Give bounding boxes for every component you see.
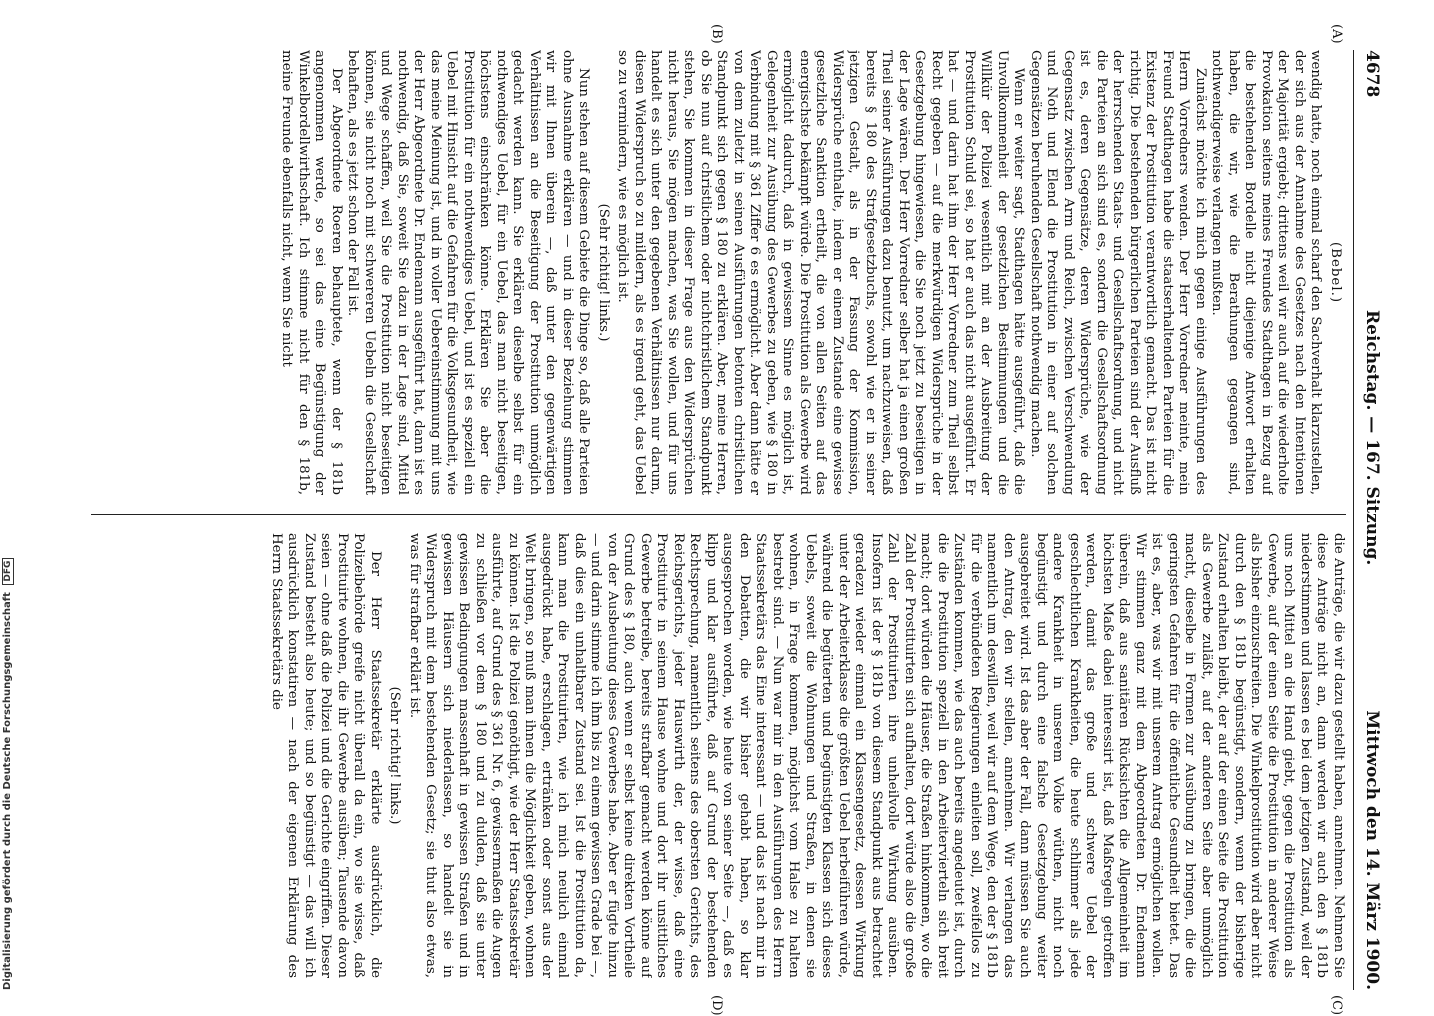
digitization-credit bbox=[0, 0, 16, 1000]
paragraph: wendig hatte, noch einmal scharf den Sachverhalt klarzustellen, der sich aus der Annahme des Gesetzes nach den Intentionen der Majorität ergiebt; drittens weil wir auch auf die wiederholte Provokation seitens meines Freundes Stadthagen in Bezug auf die bestehenden Bordelle nicht diejenige Antwort erhalten haben, die wir, wie die Berathungen gegangen sind, nothwendigerweise verlangen mußten. bbox=[1209, 50, 1324, 495]
interjection: (Sehr richtig! links.) bbox=[387, 686, 403, 825]
dfg-logo: DFG bbox=[2, 558, 14, 585]
paragraph: Wenn er weiter sagt, Stadthagen hätte ausgeführt, daß die Unvollkommenheit der gesetzlichen Bestimmungen und die Willkür der Polizei wesentlich mit an der Ausbreitung der Prostitution Schuld sei, so hat er auch das nicht ausgeführt. Er hat — und darin hat ihm der Herr Vorredner zum Theil selbst Recht gegeben — auf die merkwürdigen Widersprüche in der Gesetzgebung hingewiesen, die Sie noch jetzt zu beseitigen in der Lage wären. Der Herr Vorredner selber hat ja einen großen Theil seiner Ausführungen dazu benutzt, um nachzuweisen, daß bereits § 180 des Strafgesetzbuchs, sowohl wie er in seiner jetzigen Gestalt, als in der Fassung der Kommission, Widersprüche enthalte, indem er einem Zustande eine gewisse gesetzliche Sanktion ertheilt, die von allen Seiten auf das energischste bekämpft würde. Die Prostitution als Gewerbe wird ermöglicht dadurch, daß in gewissem Sinne es möglich ist, Gelegenheit zur Ausübung des Gewerbes zu geben, wie § 180 in Verbindung mit § 361 Ziffer 6 es ermöglicht. Aber dann hätte er von dem zuletzt in seinen Ausführungen betonten christlichen Standpunkt sich gegen § 180 zu erklären. Aber, meine Herren, ob Sie nun auf christlichem oder nichtchristlichem Standpunkt stehen, Sie kommen in dieser Frage aus den Widersprüchen nicht heraus, Sie mögen machen, was Sie wollen, und für uns handelt es sich unter den gegebenen Verhältnissen nur darum, diesen Widerspruch so zu mildern, als es irgend geht, das Uebel so zu vermindern, wie es möglich ist. bbox=[615, 50, 1027, 495]
paragraph: Zunächst möchte ich mich gegen einige Ausführungen des Herrn Vorredners wenden. Der Herr Vorredner meinte, mein Freund Stadthagen habe die staatserhaltenden Parteien für die Existenz der Prostitution verantwortlich gemacht. Das ist nicht richtig. Die bestehenden bürgerlichen Parteien sind der Ausfluß der herrschenden Staats- und Gesellschaftsordnung, und nicht die Parteien an sich sind es, sondern die Gesellschaftsordnung ist es, deren Gegensätze, deren Widersprüche, wie der Gegensatz zwischen Arm und Reich, zwischen Verschwendung und Noth und Elend die Prostitution in einer auf solchen Gegensätzen beruhenden Gesellschaft nothwendig machen. bbox=[1028, 50, 1208, 495]
margin-marker-d: (D) bbox=[709, 995, 724, 1016]
running-title: Reichstag. — 167. Sitzung. bbox=[1362, 310, 1382, 566]
margin-marker-a: (A) bbox=[1329, 24, 1344, 44]
page-number: 4678 bbox=[1362, 50, 1382, 98]
document-page bbox=[74, 24, 1384, 1016]
margin-marker-b: (B) bbox=[709, 24, 724, 44]
column-rule bbox=[91, 514, 1346, 515]
left-column bbox=[86, 50, 1346, 495]
speaker-name: (Bebel.) bbox=[1328, 241, 1343, 304]
paragraph: Nun stehen auf diesem Gebiete die Dinge so, daß alle Parteien ohne Ausnahme erklären — und in dieser Beziehung stimmen wir mit Ihnen überein —, daß unter den gegenwärtigen Verhältnissen an die Beseitigung der Prostitution unmöglich gedacht werden kann. Sie erklären dieselbe selbst für ein nothwendiges Uebel, für ein Uebel, das man nicht beseitigen, höchstens einschränken könne. Erklären Sie aber die Prostitution für ein nothwendiges Uebel, und ist es speziell ein Uebel mit Hinsicht auf die Gefahren für die Volksgesundheit, wie das meine Meinung ist, und in voller Uebereinstimmung mit uns der Herr Abgeordnete Dr. Endemann ausgeführt hat, dann ist es nothwendig, daß Sie, soweit Sie dazu in der Lage sind, Mittel und Wege schaffen, weil Sie die Prostitution nicht beseitigen können, sie nicht noch mit schwereren Uebeln die Gesellschaft behaften, als es jetzt schon der Fall ist. bbox=[345, 50, 592, 495]
session-date: Mittwoch den 14. März 1900. bbox=[1362, 710, 1382, 990]
paragraph: Der Abgeordnete Roeren behauptete, wenn der § 181b angenommen werde, so sei das eine Begünstigung der Winkelbordellwirthschaft. Ich stimme nicht für den § 181b, meine Freunde ebenfalls nicht, wenn Sie nicht bbox=[279, 50, 344, 495]
right-column bbox=[86, 533, 1346, 978]
header-rule bbox=[1353, 50, 1354, 990]
margin-marker-c: (C) bbox=[1329, 995, 1344, 1016]
paragraph: Der Herr Staatssekretär erklärte ausdrücklich, die Polizeibehörde greife nicht überall da ein, wo sie wisse, daß Prostituirte wohnen, die ihr Gewerbe ausüben; Tausende davon seien — ohne daß die Polizei und die Gerichte eingriffen. Dieser Zustand besteht also heute; und so begünstigt — das will ich ausdrücklich konstatiren — nach der eigenen Erklärung des Herrn Staatssekretärs die bbox=[269, 533, 383, 978]
credit-text: Digitalisierung gefördert durch die Deutsche Forschungsgemeinschaft bbox=[2, 592, 13, 990]
page-header bbox=[1356, 50, 1384, 990]
interjection: (Sehr richtig! links.) bbox=[596, 203, 611, 342]
paragraph: die Anträge, die wir dazu gestellt haben, annehmen. Nehmen Sie diese Anträge nicht an, dann werden wir auch den § 181b niederstimmen und lassen es bei dem jetzigen Zustand, weil der uns noch Mittel an die Hand giebt, gegen die Prostitution als Gewerbe, auf der einen Seite die Prostitution in anderer Weise als bisher einzuschreiten. Die Winkelprostitution wird aber nicht durch den § 181b begünstigt, sondern, wenn der bisherige Zustand erhalten bleibt, der auf der einen Seite die Prostitution als Gewerbe zuläßt, auf der anderen Seite aber unmöglich macht, dieselbe in Formen zur Ausübung zu bringen, die die geringsten Gefahren für die öffentliche Gesundheit bietet. Das ist es, aber, was wir mit unserem Antrag ermöglichen wollen. Wir stimmen ganz mit dem Abgeordneten Dr. Endemann überein, daß aus sanitären Rücksichten die Allgemeinheit im höchsten Maße dabei interessirt ist, daß Maßregeln getroffen werden, damit das große und schwere Uebel der geschlechtlichen Krankheiten, die heute schlimmer als jede andere Krankheit in unserem Volke wüthen, nicht noch begünstigt und durch eine falsche Gesetzgebung weiter ausgebreitet wird. Ist das aber der Fall, dann müssen Sie auch den Antrag, den wir stellen, annehmen. Wir verlangen das namentlich um deswillen, weil wir auf dem Wege, den der § 181b für die verbündeten Regierungen einleiten soll, zweifellos zu Zuständen kommen, wie das auch bereits angedeutet ist, durch die die Prostitution speziell in den Arbeitervierteln sich breit macht; dort würden die Häuser, die Straßen hinkommen, wo die Zahl der Prostituirten sich aufhalten, dort würde also die große Zahl der Prostituirten ihre unheilvolle Wirkung ausüben. Insofern ist der § 181b von diesem Standpunkt aus betrachtet geradezu wieder einmal ein Klassengesetz, dessen Wirkung unter der Arbeiterklasse die größten Uebel herbeiführen würde, während die begüterten und begünstigten Klassen sich dieses Uebels, soweit die Wohnungen und Straßen, in denen sie wohnen, in Frage kommen, möglichst vom Halse zu halten bestrebt sind. — Nun war mir in den Ausführungen des Herrn Staatssekretärs das Eine interessant — und das ist nach mir in den Debatten, die wir bisher gehabt haben, so klar ausgesprochen worden, wie heute von seiner Seite —, daß es klipp und klar ausführte, daß auf Grund der bestehenden Rechtsprechung, namentlich seitens des obersten Gerichts, des Reichsgerichts, jeder Hauswirth der, der wisse, daß eine Prostituirte in seinem Hause wohne und dort ihr unsittliches Gewerbe betreibe, bereits strafbar gemacht werden könne auf Grund des § 180, auch wenn er selbst keine direkten Vortheile von der Ausbeutung dieses Gewerbes habe. Aber er fügte hinzu — und darin stimme ich ihm bis zu einem gewissen Grade bei —, daß dies ein unhaltbarer Zustand sei. Ist die Prostitution da, kann man die Prostituirten, wie ich mich neulich einmal ausgedrückt habe, erschlagen, ertränken oder sonst aus der Welt bringen, so muß man ihnen die Möglichkeit geben, wohnen zu können. Ist die Polizei genöthigt, wie der Herr Staatssekretär ausführte, auf Grund des § 361 Nr. 6, gewissermaßen die Augen zu schließen vor dem § 180 und zu dulden, daß sie unter gewissen Bedingungen massenhaft in gewissen Straßen und in gewissen Häusern sich niederlassen, so handelt sie in Widerspruch mit dem bestehenden Gesetz; sie thut also etwas, was für strafbar erklärt ist. bbox=[407, 533, 1346, 978]
